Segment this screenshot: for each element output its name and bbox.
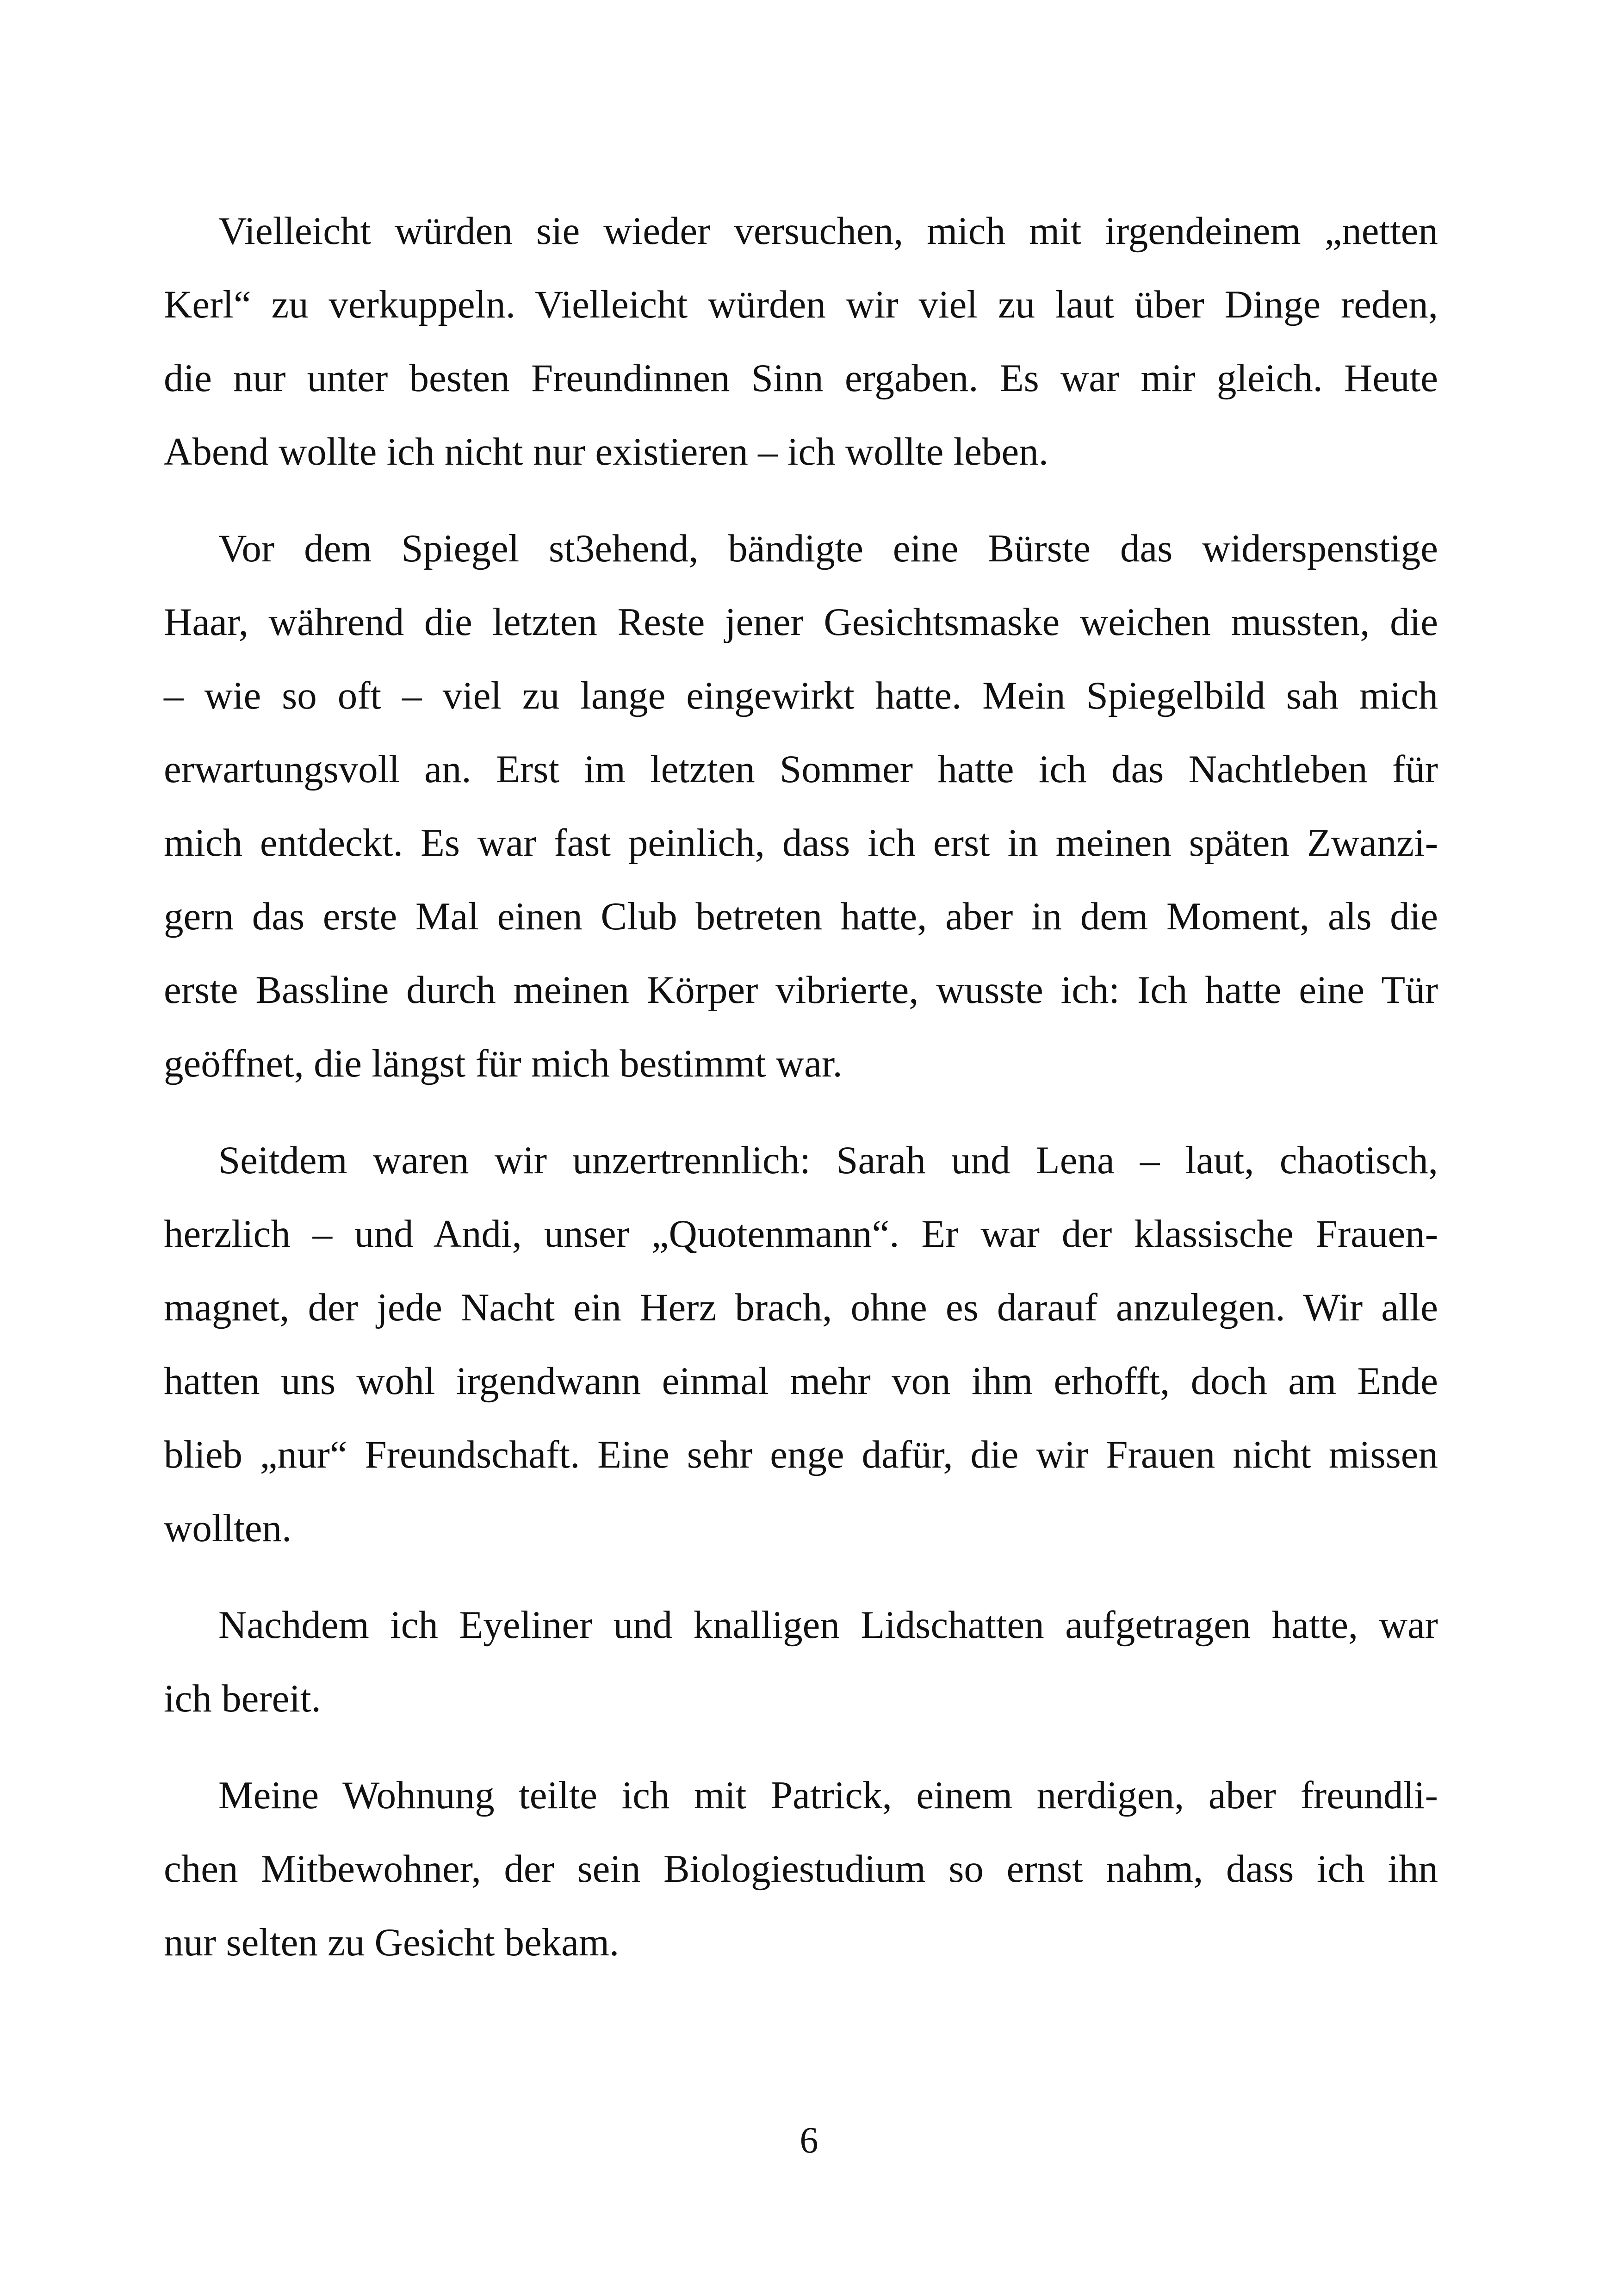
text-line: mich entdeckt. Es war fast peinlich, dass ich erst in meinen späten Zwanzi- (164, 821, 1438, 865)
text-line: erste Bassline durch meinen Körper vibrierte, wusste ich: Ich hatte eine Tür (164, 968, 1438, 1012)
text-line: hatten uns wohl irgendwann einmal mehr von ihm erhofft, doch am Ende (164, 1359, 1438, 1403)
text-line: Kerl“ zu verkuppeln. Vielleicht würden wir viel zu laut über Dinge reden, (164, 283, 1438, 326)
text-line: geöffnet, die längst für mich bestimmt war. (164, 1042, 843, 1085)
text-line: ich bereit. (164, 1677, 321, 1720)
text-line: – wie so oft – viel zu lange eingewirkt hatte. Mein Spiegelbild sah mich (164, 674, 1438, 717)
text-line: Vielleicht würden sie wieder versuchen, mich mit irgendeinem „netten (218, 209, 1438, 253)
body-text (164, 194, 1438, 2003)
text-line: wollten. (164, 1506, 292, 1550)
paragraph-5 (164, 1759, 1438, 1979)
text-line: herzlich – und Andi, unser „Quotenmann“. Er war der klassische Frauen- (164, 1212, 1438, 1256)
text-line: Nachdem ich Eyeliner und knalligen Lidschatten aufgetragen hatte, war (218, 1603, 1438, 1647)
text-line: nur selten zu Gesicht bekam. (164, 1921, 620, 1964)
paragraph-4 (164, 1588, 1438, 1736)
page-number: 6 (800, 2120, 818, 2161)
text-line: Meine Wohnung teilte ich mit Patrick, einem nerdigen, aber freundli- (218, 1773, 1438, 1817)
text-line: Haar, während die letzten Reste jener Gesichtsmaske weichen mussten, die (164, 600, 1438, 644)
text-line: blieb „nur“ Freundschaft. Eine sehr enge dafür, die wir Frauen nicht missen (164, 1433, 1438, 1476)
text-line: Seitdem waren wir unzertrennlich: Sarah und Lena – laut, chaotisch, (218, 1139, 1438, 1182)
paragraph-1 (164, 194, 1438, 489)
text-line: Vor dem Spiegel st3ehend, bändigte eine Bürste das widerspenstige (218, 527, 1438, 570)
paragraph-2 (164, 512, 1438, 1101)
text-line: magnet, der jede Nacht ein Herz brach, ohne es darauf anzulegen. Wir alle (164, 1286, 1438, 1329)
text-line: gern das erste Mal einen Club betreten hatte, aber in dem Moment, als die (164, 895, 1438, 938)
text-line: chen Mitbewohner, der sein Biologiestudium so ernst nahm, dass ich ihn (164, 1847, 1438, 1891)
text-line: erwartungsvoll an. Erst im letzten Sommer hatte ich das Nachtleben für (164, 747, 1438, 791)
paragraph-3 (164, 1124, 1438, 1565)
text-line: die nur unter besten Freundinnen Sinn ergaben. Es war mir gleich. Heute (164, 356, 1438, 400)
text-line: Abend wollte ich nicht nur existieren – ich wollte leben. (164, 430, 1048, 473)
